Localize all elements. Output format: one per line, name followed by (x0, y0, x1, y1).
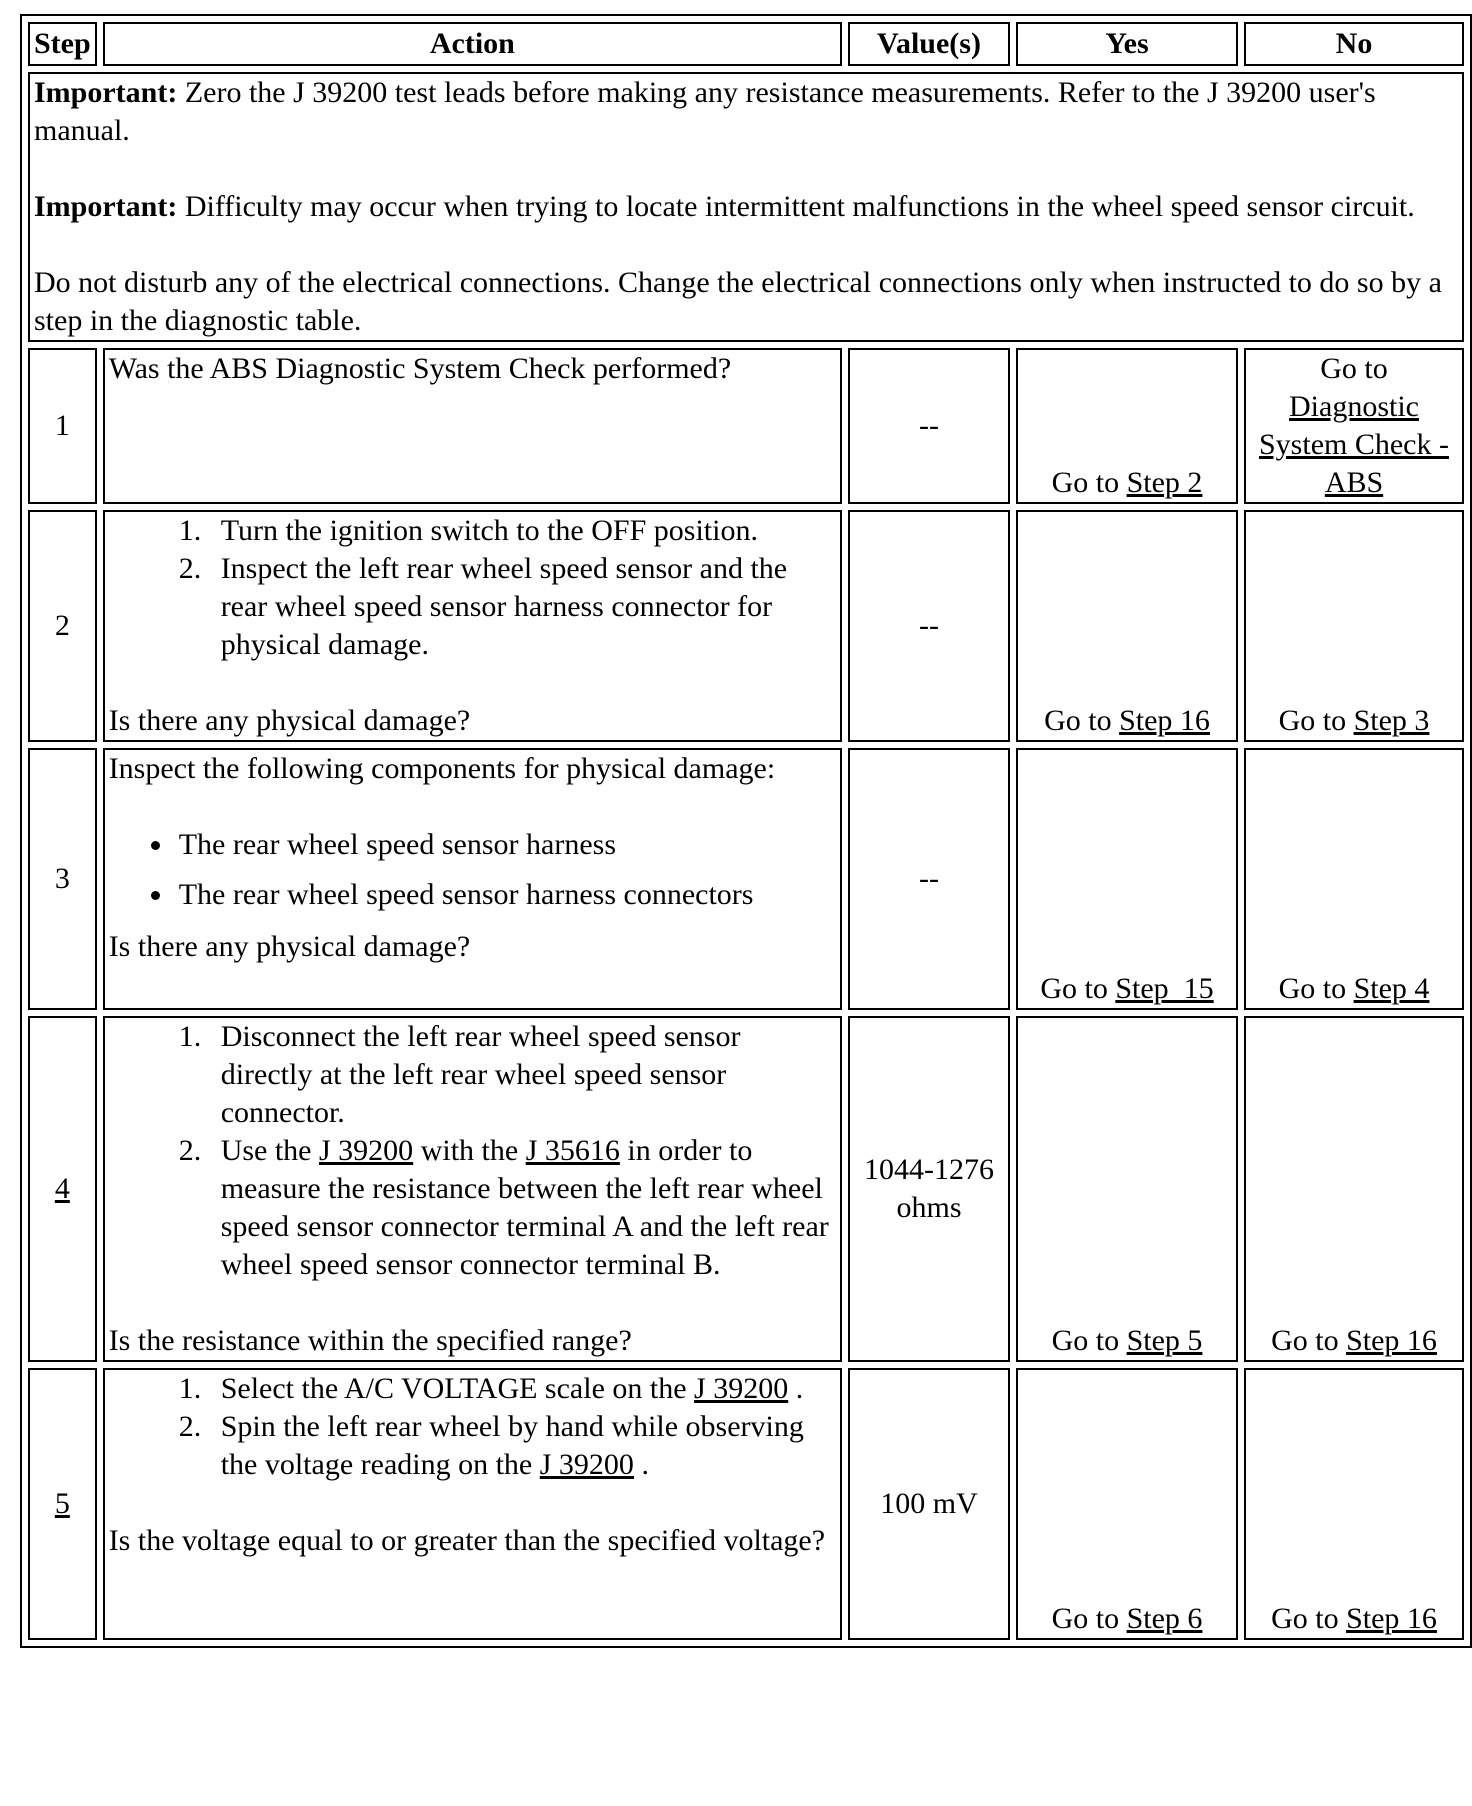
yes-prefix: Go to (1044, 704, 1120, 737)
step-question: Is there any physical damage? (108, 930, 471, 963)
table-row (28, 1016, 1464, 1362)
yes-link[interactable]: Step 5 (1126, 1324, 1203, 1357)
instruction-text: . (788, 1372, 804, 1405)
no-prefix: Go to (1320, 352, 1388, 385)
no-prefix: Go to (1271, 1602, 1347, 1635)
important-label: Important: (34, 76, 178, 109)
header-step: Step (28, 22, 97, 66)
list-item: • The rear wheel speed sensor harness connectors (175, 876, 836, 914)
yes-link[interactable]: Step 16 (1119, 704, 1210, 737)
instruction-item (209, 1408, 836, 1484)
yes-prefix: Go to (1040, 972, 1116, 1005)
no-cell (1244, 748, 1464, 1010)
header-yes: Yes (1016, 22, 1238, 66)
yes-prefix: Go to (1051, 466, 1127, 499)
step-value: -- (848, 748, 1010, 1010)
no-link[interactable]: Diagnostic System Check - ABS (1259, 390, 1449, 499)
header-row (28, 22, 1464, 66)
important-note-1 (34, 74, 1458, 150)
instruction-text: with the (413, 1134, 526, 1167)
yes-cell (1016, 510, 1238, 742)
no-cell (1244, 1016, 1464, 1362)
step-question: Is the voltage equal to or greater than the specified voltage? (108, 1524, 826, 1557)
step-action (103, 348, 842, 504)
yes-cell (1016, 748, 1238, 1010)
table-row (28, 1368, 1464, 1640)
step-action (103, 1016, 842, 1362)
tool-link-j39200[interactable]: J 39200 (319, 1134, 414, 1167)
important-note-2 (34, 188, 1458, 226)
component-list (109, 826, 836, 914)
yes-prefix: Go to (1051, 1602, 1127, 1635)
step-action (103, 510, 842, 742)
instruction-text: Use the (220, 1134, 319, 1167)
no-cell (1244, 1368, 1464, 1640)
no-cell (1244, 510, 1464, 742)
important-text: Zero the J 39200 test leads before making any resistance measurements. Refer to the J 39200 user's manual. (34, 76, 1376, 147)
step-question: Is the resistance within the specified range? (108, 1324, 632, 1357)
step-action (103, 1368, 842, 1640)
header-action: Action (103, 22, 842, 66)
instruction-item: 1. Turn the ignition switch to the OFF position. (209, 512, 836, 550)
no-link[interactable]: Step 4 (1353, 972, 1430, 1005)
step-value: -- (848, 510, 1010, 742)
step-action (103, 748, 842, 1010)
instruction-text: Spin the left rear wheel by hand while observing the voltage reading on the (220, 1410, 804, 1481)
instruction-text: in order to measure the resistance between the left rear wheel speed sensor connector terminal A and the left rear wheel speed sensor connector terminal B. (220, 1134, 829, 1281)
important-notes (28, 72, 1464, 342)
yes-prefix: Go to (1051, 1324, 1127, 1357)
important-text: Difficulty may occur when trying to locate intermittent malfunctions in the wheel speed sensor circuit. (177, 190, 1415, 223)
no-prefix: Go to (1278, 972, 1354, 1005)
yes-cell (1016, 348, 1238, 504)
step-question: Was the ABS Diagnostic System Check performed? (108, 352, 732, 385)
step-number (28, 1016, 97, 1362)
important-notes-row (28, 72, 1464, 342)
important-label: Important: (34, 190, 178, 223)
step-value: -- (848, 348, 1010, 504)
table-row (28, 348, 1464, 504)
header-no: No (1244, 22, 1464, 66)
step-question: Is there any physical damage? (108, 704, 471, 737)
step-instructions (109, 1370, 836, 1484)
instruction-item (209, 1132, 836, 1284)
step-number: 3 (28, 748, 97, 1010)
yes-cell (1016, 1016, 1238, 1362)
table-row (28, 748, 1464, 1010)
step-intro: Inspect the following components for physical damage: (108, 752, 776, 785)
no-prefix: Go to (1271, 1324, 1347, 1357)
no-link[interactable]: Step 16 (1346, 1602, 1437, 1635)
yes-link[interactable]: Step 6 (1126, 1602, 1203, 1635)
yes-cell (1016, 1368, 1238, 1640)
instruction-text: . (633, 1448, 649, 1481)
yes-link[interactable]: Step 15 (1115, 972, 1214, 1005)
table-row (28, 510, 1464, 742)
instruction-item: 1. Disconnect the left rear wheel speed sensor directly at the left rear wheel speed sensor connector. (209, 1018, 836, 1132)
step-value: 1044-1276 ohms (848, 1016, 1010, 1362)
step-number-link[interactable]: 5 (54, 1487, 70, 1520)
tool-link-j39200[interactable]: J 39200 (694, 1372, 789, 1405)
step-instructions (109, 1018, 836, 1284)
step-number (28, 1368, 97, 1640)
step-number: 2 (28, 510, 97, 742)
header-values: Value(s) (848, 22, 1010, 66)
no-cell (1244, 348, 1464, 504)
yes-link[interactable]: Step 2 (1126, 466, 1203, 499)
step-value: 100 mV (848, 1368, 1010, 1640)
no-prefix: Go to (1278, 704, 1354, 737)
list-item: • The rear wheel speed sensor harness (175, 826, 836, 864)
caution-note: Do not disturb any of the electrical connections. Change the electrical connections only when instructed to do so by a step in the diagnostic table. (34, 266, 1442, 337)
instruction-item: 2. Inspect the left rear wheel speed sensor and the rear wheel speed sensor harness connector for physical damage. (209, 550, 836, 664)
tool-link-j39200[interactable]: J 39200 (539, 1448, 634, 1481)
step-instructions (109, 512, 836, 664)
no-link[interactable]: Step 16 (1346, 1324, 1437, 1357)
diagnostic-table (20, 14, 1472, 1648)
step-number: 1 (28, 348, 97, 504)
tool-link-j35616[interactable]: J 35616 (525, 1134, 620, 1167)
no-link[interactable]: Step 3 (1353, 704, 1430, 737)
instruction-item (209, 1370, 836, 1408)
instruction-text: Select the A/C VOLTAGE scale on the (220, 1372, 695, 1405)
step-number-link[interactable]: 4 (54, 1172, 70, 1205)
